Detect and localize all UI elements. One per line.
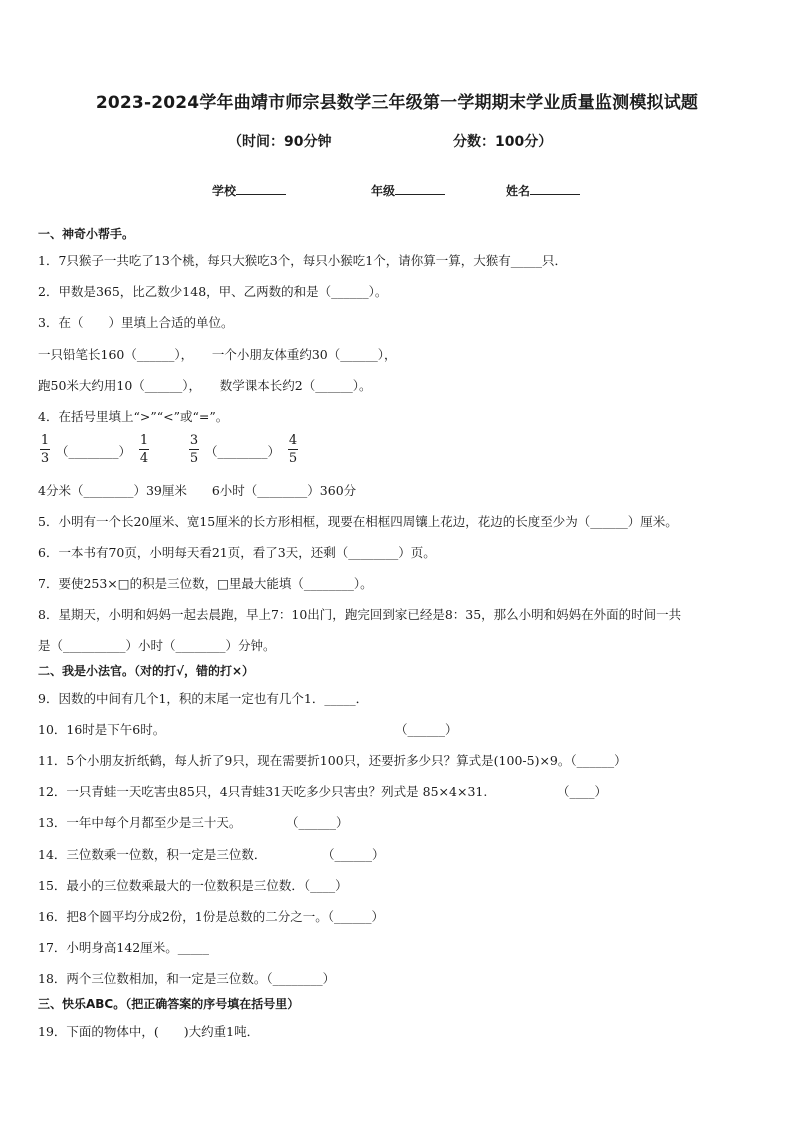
- question-6: 6．一本书有70页，小明每天看21页，看了3天，还剩（________）页。: [38, 545, 436, 560]
- section-3-heading: 三、快乐ABC。（把正确答案的序号填在括号里）: [38, 997, 300, 1011]
- question-14-answer[interactable]: （______）: [322, 847, 385, 862]
- question-13-answer[interactable]: （______）: [286, 815, 349, 830]
- question-9: 9．因数的中间有几个1，积的末尾一定也有几个1．_____．: [38, 691, 369, 706]
- school-label: 学校: [212, 184, 237, 198]
- question-11: 11．5个小朋友折纸鹤，每人折了9只，现在需要折100只，还要折多少只？算式是(100-5)×9。（______）: [38, 753, 627, 768]
- question-10-answer[interactable]: （______）: [395, 722, 458, 737]
- fraction-1: [39, 433, 51, 466]
- grade-blank[interactable]: [395, 182, 445, 195]
- fraction-3: [188, 433, 200, 466]
- question-3: 3．在（ ）里填上合适的单位。: [38, 315, 234, 330]
- fraction-2-denominator: 4: [139, 451, 149, 466]
- name-blank[interactable]: [530, 182, 580, 195]
- fraction-4-denominator: 5: [288, 451, 298, 466]
- section-2-heading: 二、我是小法官。（对的打√，错的打×）: [38, 664, 255, 678]
- section-1-heading: 一、神奇小帮手。: [38, 227, 135, 241]
- question-1: 1．7只猴子一共吃了13个桃，每只大猴吃3个，每只小猴吃1个，请你算一算，大猴有_____只．: [38, 253, 567, 268]
- fraction-2-numerator: 1: [139, 433, 149, 448]
- question-18: 18．两个三位数相加，和一定是三位数。（________）: [38, 971, 336, 986]
- compare-blank-2[interactable]: （________）: [205, 444, 281, 459]
- grade-field[interactable]: [371, 182, 445, 199]
- question-3a: 一只铅笔长160（______）， 一个小朋友体重约30（______），: [38, 347, 397, 362]
- question-13: 13．一年中每个月都至少是三十天。: [38, 815, 242, 830]
- exam-score: 分数：100分）: [453, 134, 553, 150]
- question-12: 12．一只青蛙一天吃害虫85只，4只青蛙31天吃多少只害虫？列式是 85×4×31.: [38, 784, 488, 799]
- question-15: 15．最小的三位数乘最大的一位数积是三位数．（____）: [38, 878, 348, 893]
- exam-time: （时间：90分钟: [228, 134, 332, 150]
- page-title: 2023-2024学年曲靖市师宗县数学三年级第一学期期末学业质量监测模拟试题: [95, 93, 699, 113]
- question-12-answer[interactable]: （____）: [557, 784, 608, 799]
- question-3b: 跑50米大约用10（______）， 数学课本长约2（______）。: [38, 378, 372, 393]
- question-4c: 4分米（________）39厘米 6小时（________）360分: [38, 483, 357, 498]
- fraction-1-denominator: 3: [40, 451, 50, 466]
- question-7: 7．要使253×□的积是三位数，□里最大能填（________）。: [38, 576, 373, 591]
- fraction-3-numerator: 3: [189, 433, 199, 448]
- school-field[interactable]: [212, 182, 286, 199]
- fraction-4: [287, 433, 299, 466]
- question-2: 2．甲数是365，比乙数少148，甲、乙两数的和是（______）。: [38, 284, 388, 299]
- grade-label: 年级: [371, 184, 396, 198]
- name-label: 姓名: [506, 184, 531, 198]
- question-17: 17．小明身高142厘米。_____: [38, 940, 210, 955]
- compare-blank-1[interactable]: （________）: [56, 444, 132, 459]
- name-field[interactable]: [506, 182, 580, 199]
- fraction-1-numerator: 1: [40, 433, 50, 448]
- question-5: 5．小明有一个长20厘米、宽15厘米的长方形相框，现要在相框四周镶上花边，花边的长度至少为（______）厘米。: [38, 514, 678, 529]
- question-19: 19．下面的物体中，( )大约重1吨．: [38, 1024, 260, 1039]
- question-8a: 8．星期天，小明和妈妈一起去晨跑，早上7：10出门，跑完回到家已经是8：35，那么小明和妈妈在外面的时间一共: [38, 607, 682, 622]
- fraction-4-numerator: 4: [288, 433, 298, 448]
- school-blank[interactable]: [236, 182, 286, 195]
- question-10: 10．16时是下午6时。: [38, 722, 166, 737]
- question-8b: 是（__________）小时（________）分钟。: [38, 638, 276, 653]
- question-14: 14．三位数乘一位数，积一定是三位数．: [38, 847, 267, 862]
- fraction-3-denominator: 5: [189, 451, 199, 466]
- question-16: 16．把8个圆平均分成2份，1份是总数的二分之一。（______）: [38, 909, 385, 924]
- fraction-2: [138, 433, 150, 466]
- question-4: 4．在括号里填上“>”“<”或“=”。: [38, 409, 229, 424]
